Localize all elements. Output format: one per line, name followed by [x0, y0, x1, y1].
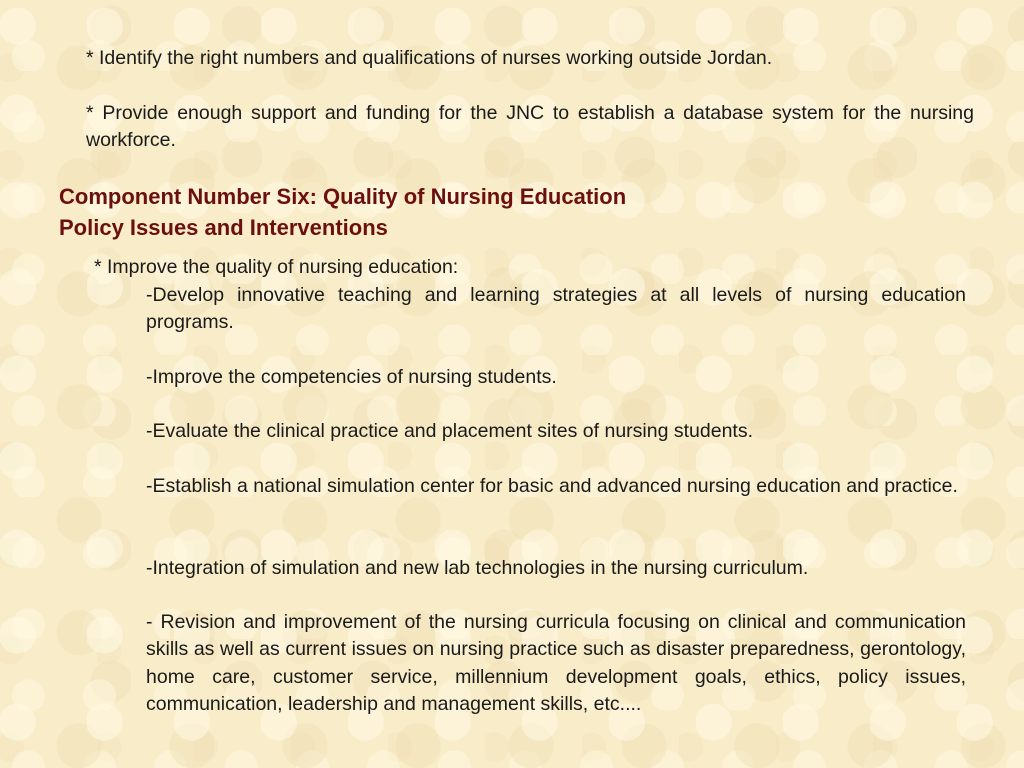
component-title: Component Number Six: Quality of Nursing Education	[59, 184, 627, 209]
sub-item-clinical-placement: -Evaluate the clinical practice and placement sites of nursing students.	[146, 420, 753, 442]
sub-item-student-competencies: -Improve the competencies of nursing students.	[146, 366, 557, 388]
component-subtitle: Policy Issues and Interventions	[59, 215, 388, 240]
sub-item-curricula-revision: - Revision and improvement of the nursing curricula focusing on clinical and communication skills as well as current issues on nursing practice such as disaster preparedness, gerontology, home care, customer service, millennium development goals, ethics, policy issues, communication, leadership and management skills, etc....	[146, 611, 966, 715]
sub-item-simulation-center: -Establish a national simulation center for basic and advanced nursing education and practice.	[146, 475, 958, 497]
intro-bullet-database-funding: * Provide enough support and funding for the JNC to establish a database system for the nursing workforce.	[86, 102, 974, 152]
main-bullet: * Improve the quality of nursing education:	[94, 256, 459, 278]
sub-item-teaching-strategies: -Develop innovative teaching and learning strategies at all levels of nursing education programs.	[146, 284, 966, 334]
intro-bullet-workforce-abroad: * Identify the right numbers and qualifications of nurses working outside Jordan.	[86, 47, 773, 69]
sub-item-lab-technologies: -Integration of simulation and new lab technologies in the nursing curriculum.	[146, 557, 809, 579]
